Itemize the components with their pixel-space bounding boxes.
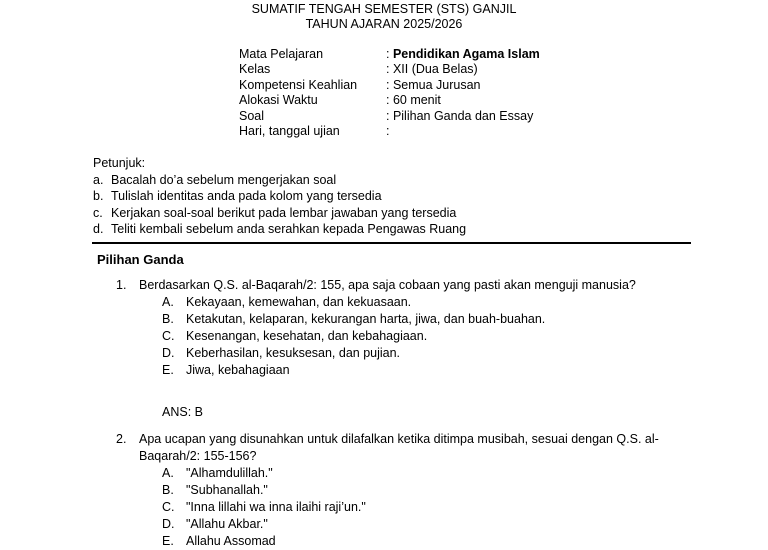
info-label: Alokasi Waktu: [239, 93, 318, 108]
instruction-item: c. Kerjakan soal-soal berikut pada lembar jawaban yang tersedia: [93, 205, 457, 220]
question-1: [116, 277, 679, 379]
info-row: [239, 47, 540, 62]
info-label: Soal: [239, 108, 265, 123]
option-item: D. "Allahu Akbar.": [162, 517, 268, 531]
option-item: A. Kekayaan, kemewahan, dan kekuasaan.: [162, 295, 412, 309]
info-value: : Pendidikan Agama Islam: [386, 47, 540, 61]
options-list: [162, 294, 679, 379]
info-label: Kompetensi Keahlian: [239, 77, 358, 92]
option-item: E. Allahu Assomad: [162, 534, 276, 548]
instructions: [93, 155, 466, 238]
option-item: E. Jiwa, kebahagiaan: [162, 363, 290, 377]
exam-info-table: [239, 47, 540, 139]
question-number: 2.: [116, 432, 127, 446]
info-value: :: [386, 123, 390, 138]
info-label: Kelas: [239, 62, 271, 77]
info-label: Hari, tanggal ujian: [239, 123, 340, 138]
info-value: : 60 menit: [386, 93, 441, 108]
question-2: [116, 431, 679, 550]
info-value: : Pilihan Ganda dan Essay: [386, 108, 534, 123]
info-row: [239, 109, 540, 124]
question-number: 1.: [116, 278, 127, 292]
instructions-heading: Petunjuk:: [93, 156, 146, 170]
option-item: A. "Alhamdulillah.": [162, 466, 273, 480]
option-item: B. "Subhanallah.": [162, 483, 268, 497]
info-row: [239, 93, 540, 108]
info-value: : XII (Dua Belas): [386, 62, 478, 77]
subject-name: Pendidikan Agama Islam: [392, 47, 540, 61]
info-row: [239, 124, 540, 139]
section-title: Pilihan Ganda: [97, 252, 184, 267]
academic-year: TAHUN AJARAN 2025/2026: [305, 17, 463, 31]
options-list: [162, 465, 679, 550]
answer-key: ANS: B: [162, 405, 203, 419]
info-label: Mata Pelajaran: [239, 47, 324, 61]
option-item: C. "Inna lillahi wa inna ilaihi raji’un.": [162, 500, 366, 514]
option-item: B. Ketakutan, kelaparan, kekurangan harta, jiwa, dan buah-buahan.: [162, 312, 546, 326]
instruction-item: d. Teliti kembali sebelum anda serahkan kepada Pengawas Ruang: [93, 222, 467, 236]
info-value: : Semua Jurusan: [386, 77, 481, 92]
instruction-item: a. Bacalah do’a sebelum mengerjakan soal: [93, 172, 337, 187]
option-item: C. Kesenangan, kesehatan, dan kebahagiaan.: [162, 329, 428, 343]
option-item: D. Keberhasilan, kesuksesan, dan pujian.: [162, 346, 401, 360]
question-text: Apa ucapan yang disunahkan untuk dilafalkan ketika ditimpa musibah, sesuai dengan Q.S. al-Baqarah/2: 155-156?: [139, 432, 659, 463]
question-text: Berdasarkan Q.S. al-Baqarah/2: 155, apa saja cobaan yang pasti akan menguji manusia?: [139, 278, 636, 292]
exam-title: SUMATIF TENGAH SEMESTER (STS) GANJIL: [251, 2, 517, 16]
instruction-item: b. Tulislah identitas anda pada kolom yang tersedia: [93, 189, 382, 203]
divider: [92, 242, 691, 244]
info-row: [239, 62, 540, 77]
info-row: [239, 78, 540, 93]
